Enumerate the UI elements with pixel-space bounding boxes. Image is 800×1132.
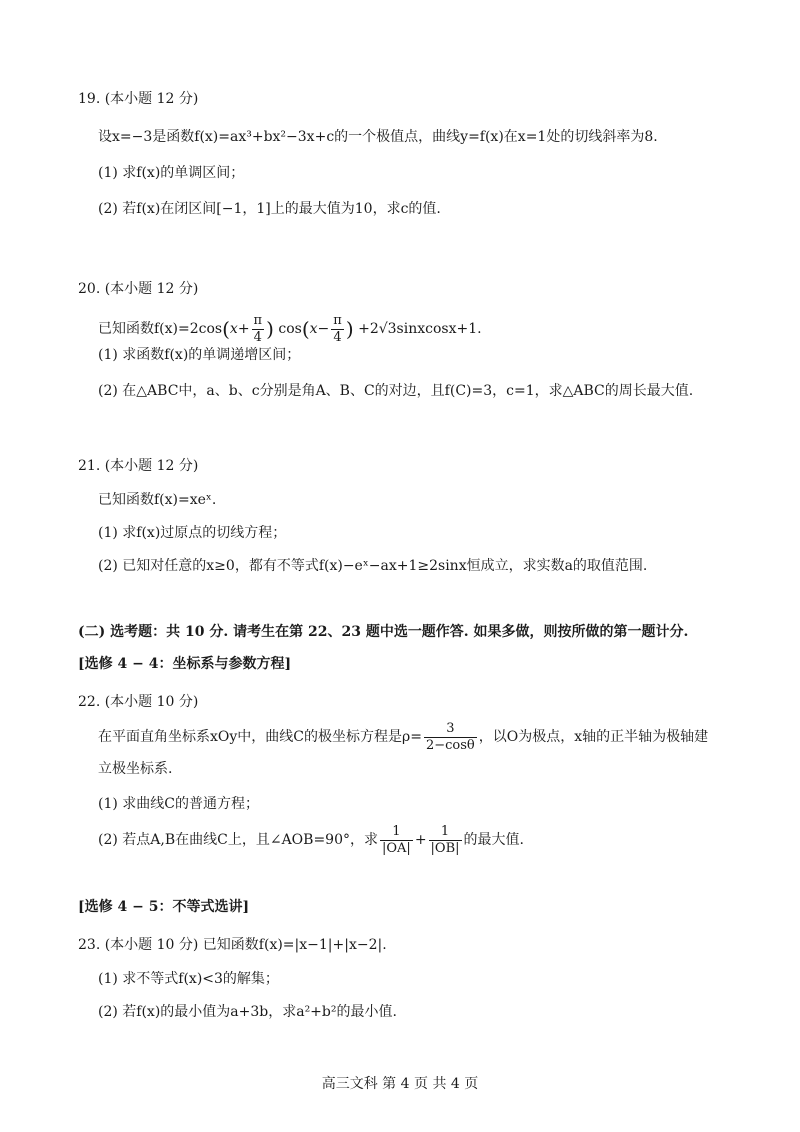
q23-heading: 23. (本小题 10 分) 已知函数f(x)=|x−1|+|x−2|. — [78, 937, 387, 953]
q20-part2: (2) 在△ABC中，a、b、c分别是角A、B、C的对边，且f(C)=3，c=1，求△ABC的周长最大值. — [98, 383, 694, 399]
q20-frac-2: $\frac{\pi}{4}$ — [333, 312, 342, 345]
q22-stem — [98, 720, 708, 754]
q22-frac-oa: $\frac{1}{|OA|}$ — [382, 823, 411, 856]
q21-heading: 21. (本小题 12 分) — [78, 458, 199, 474]
q22-part2 — [98, 823, 524, 857]
elective-4-5-title: [选修 4 − 5：不等式选讲] — [78, 899, 250, 915]
q20-frac-1: $\frac{\pi}{4}$ — [253, 312, 263, 345]
section-title: (二) 选考题：共 10 分. 请考生在第 22、23 题中选一题作答. 如果多做，则按所做的第一题计分. — [78, 624, 689, 640]
q22-stem-line2: 立极坐标系. — [98, 761, 173, 777]
q19-heading: 19. (本小题 12 分) — [78, 91, 199, 107]
q20-stem-suffix: +2√3sinxcosx+1. — [358, 321, 482, 337]
q19-part1: (1) 求f(x)的单调区间； — [98, 165, 245, 181]
page-footer: 高三文科 第 4 页 共 4 页 — [321, 1076, 479, 1092]
q22-part2-suffix: 的最大值. — [463, 832, 524, 848]
q20-stem-prefix: 已知函数f(x)=2cos — [98, 321, 223, 337]
q23-part1: (1) 求不等式f(x)<3的解集； — [98, 971, 279, 987]
q22-stem-prefix: 在平面直角坐标系xOy中，曲线C的极坐标方程是ρ= — [98, 729, 422, 745]
q22-plus: + — [414, 832, 427, 848]
q20-stem: 已知函数f(x)=2cos(x+ $\frac{\pi}{4}$ ) cos(x− $\frac{\pi}{4}$ ) +2√3sinxcosx+1. — [98, 312, 482, 345]
q21-part2: (2) 已知对任意的x≥0，都有不等式f(x)−eˣ−ax+1≥2sinx恒成立，求实数a的取值范围. — [98, 558, 648, 574]
q20-heading: 20. (本小题 12 分) — [78, 281, 199, 297]
q20-part1: (1) 求函数f(x)的单调递增区间； — [98, 347, 301, 363]
q22-frac-ob: $\frac{1}{|OB|}$ — [430, 823, 460, 856]
q19-stem: 设x=−3是函数f(x)=ax³+bx²−3x+c的一个极值点，曲线y=f(x)在x=1处的切线斜率为8. — [98, 129, 658, 145]
q23-part2: (2) 若f(x)的最小值为a+3b，求a²+b²的最小值. — [98, 1004, 397, 1020]
q20-stem-mid: cos — [278, 321, 302, 337]
q22-stem-suffix: ，以O为极点，x轴的正半轴为极轴建 — [478, 729, 709, 745]
q21-part1: (1) 求f(x)过原点的切线方程； — [98, 525, 287, 541]
q22-part1: (1) 求曲线C的普通方程； — [98, 796, 259, 812]
q19-part2: (2) 若f(x)在闭区间[−1，1]上的最大值为10，求c的值. — [98, 201, 441, 217]
q22-frac: $\frac{3}{2-\cos\theta}$ — [425, 720, 475, 753]
q22-heading: 22. (本小题 10 分) — [78, 694, 199, 710]
q22-part2-prefix: (2) 若点A,B在曲线C上，且∠AOB=90°，求 — [98, 832, 378, 848]
elective-4-4-title: [选修 4 − 4：坐标系与参数方程] — [78, 656, 292, 672]
q21-stem: 已知函数f(x)=xeˣ. — [98, 492, 217, 508]
